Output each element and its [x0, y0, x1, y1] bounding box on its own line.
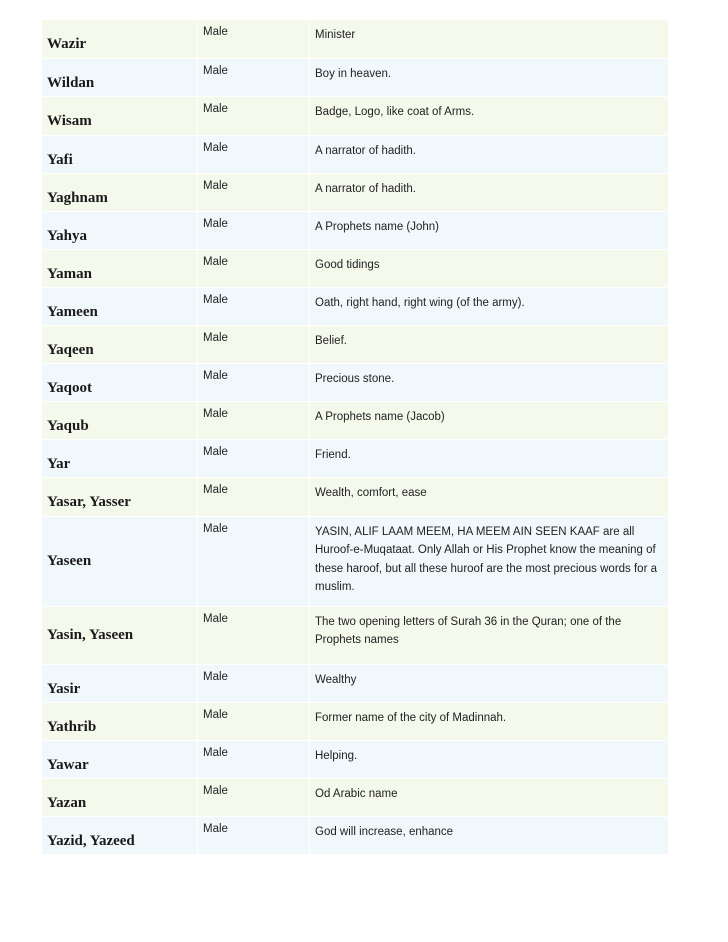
table-row [42, 58, 668, 96]
name-cell [42, 20, 198, 58]
meaning-cell: Good tidings [310, 249, 669, 287]
meaning-cell: A narrator of hadith. [310, 173, 669, 211]
table-row [42, 702, 668, 740]
gender-cell: Male [198, 249, 310, 287]
meaning-cell: Minister [310, 20, 669, 58]
name-cell [42, 606, 198, 664]
table-row [42, 20, 668, 58]
gender-cell: Male [198, 363, 310, 401]
name-cell [42, 173, 198, 211]
table-row [42, 363, 668, 401]
name-text: Yasir [47, 680, 81, 697]
name-cell [42, 664, 198, 702]
name-text: Yazid, Yazeed [47, 832, 135, 849]
meaning-cell: Friend. [310, 439, 669, 477]
gender-cell: Male [198, 287, 310, 325]
name-text: Yameen [47, 303, 98, 320]
name-cell [42, 778, 198, 816]
table-row [42, 439, 668, 477]
table-row [42, 401, 668, 439]
table-row [42, 173, 668, 211]
table-row [42, 740, 668, 778]
name-cell [42, 439, 198, 477]
name-text: Yaghnam [47, 189, 108, 206]
table-row [42, 287, 668, 325]
name-text: Wazir [47, 36, 87, 53]
table-row [42, 516, 668, 606]
meaning-cell: The two opening letters of Surah 36 in the Quran; one of the Prophets names [310, 606, 669, 664]
meaning-cell: A Prophets name (John) [310, 211, 669, 249]
name-text: Wildan [47, 74, 95, 91]
gender-cell: Male [198, 58, 310, 96]
gender-cell: Male [198, 135, 310, 173]
gender-cell: Male [198, 173, 310, 211]
name-cell [42, 211, 198, 249]
gender-cell: Male [198, 778, 310, 816]
name-cell [42, 477, 198, 516]
table-row [42, 135, 668, 173]
name-text: Yasar, Yasser [47, 494, 131, 510]
gender-cell: Male [198, 20, 310, 58]
name-text: Yathrib [47, 718, 97, 735]
name-cell [42, 96, 198, 135]
name-text: Yaqub [47, 417, 89, 434]
gender-cell: Male [198, 211, 310, 249]
names-table [42, 20, 668, 855]
gender-cell: Male [198, 325, 310, 363]
meaning-cell: Od Arabic name [310, 778, 669, 816]
meaning-cell: Wealth, comfort, ease [310, 477, 669, 516]
meaning-cell: Precious stone. [310, 363, 669, 401]
name-text: Yaman [47, 265, 93, 282]
gender-cell: Male [198, 401, 310, 439]
name-cell [42, 516, 198, 606]
name-text: Yafi [47, 151, 73, 168]
gender-cell: Male [198, 816, 310, 854]
name-text: Yaqeen [47, 341, 94, 358]
gender-cell: Male [198, 96, 310, 135]
name-text: Yazan [47, 794, 87, 811]
table-row [42, 96, 668, 135]
gender-cell: Male [198, 516, 310, 606]
meaning-cell: Belief. [310, 325, 669, 363]
name-cell [42, 135, 198, 173]
gender-cell: Male [198, 606, 310, 664]
gender-cell: Male [198, 740, 310, 778]
meaning-cell: Boy in heaven. [310, 58, 669, 96]
name-text: Yaqoot [47, 379, 93, 396]
meaning-cell: Badge, Logo, like coat of Arms. [310, 96, 669, 135]
table-row [42, 249, 668, 287]
names-table-body [42, 20, 668, 854]
name-cell [42, 287, 198, 325]
meaning-cell: A narrator of hadith. [310, 135, 669, 173]
meaning-cell: Wealthy [310, 664, 669, 702]
name-text: Yaseen [47, 552, 92, 569]
meaning-cell: Oath, right hand, right wing (of the army). [310, 287, 669, 325]
gender-cell: Male [198, 477, 310, 516]
name-cell [42, 401, 198, 439]
gender-cell: Male [198, 664, 310, 702]
name-cell [42, 740, 198, 778]
table-row [42, 477, 668, 516]
table-row [42, 778, 668, 816]
table-row [42, 816, 668, 854]
name-text: Wisam [47, 113, 92, 129]
table-row [42, 664, 668, 702]
table-row [42, 606, 668, 664]
table-row [42, 211, 668, 249]
name-cell [42, 58, 198, 96]
name-cell [42, 249, 198, 287]
table-row [42, 325, 668, 363]
name-cell [42, 702, 198, 740]
name-text: Yar [47, 455, 71, 472]
meaning-cell: YASIN, ALIF LAAM MEEM, HA MEEM AIN SEEN KAAF are all Huroof-e-Muqataat. Only Allah or His Prophet know the meaning of these haroof, but all these huroof are the most precious words for a muslim. [310, 516, 669, 606]
meaning-cell: A Prophets name (Jacob) [310, 401, 669, 439]
name-cell [42, 325, 198, 363]
meaning-cell: God will increase, enhance [310, 816, 669, 854]
meaning-cell: Helping. [310, 740, 669, 778]
gender-cell: Male [198, 702, 310, 740]
name-cell [42, 816, 198, 854]
name-text: Yawar [47, 756, 89, 773]
name-cell [42, 363, 198, 401]
gender-cell: Male [198, 439, 310, 477]
name-text: Yasin, Yaseen [47, 626, 134, 643]
name-text: Yahya [47, 227, 88, 244]
meaning-cell: Former name of the city of Madinnah. [310, 702, 669, 740]
